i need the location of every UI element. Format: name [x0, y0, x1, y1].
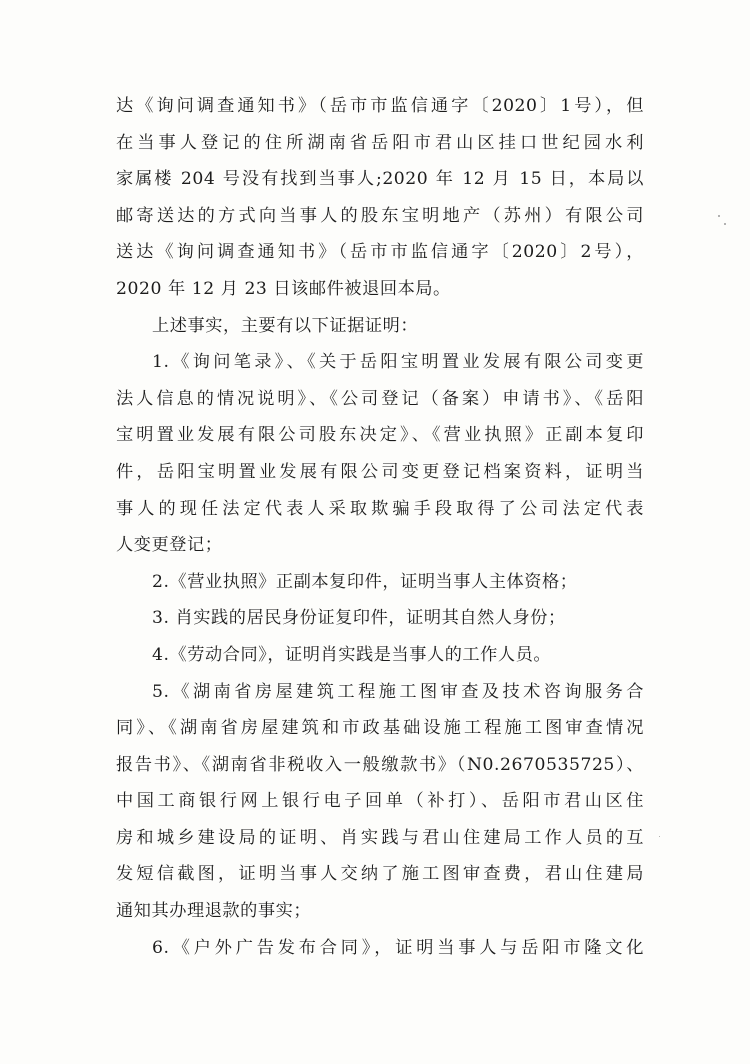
text-line: 宝明置业发展有限公司股东决定》、《营业执照》正副本复印	[116, 425, 644, 446]
text-line: 同》、《湖南省房屋建筑和市政基础设施工程施工图审查情况	[116, 718, 644, 739]
text-line: 上述事实，主要有以下证据证明：	[152, 315, 419, 336]
text-line: 发短信截图，证明当事人交纳了施工图审查费，君山住建局	[116, 864, 644, 885]
text-line: 4.《劳动合同》，证明肖实践是当事人的工作人员。	[152, 644, 552, 665]
text-line: 件，岳阳宝明置业发展有限公司变更登记档案资料，证明当	[116, 461, 644, 482]
text-line: 5.《湖南省房屋建筑工程施工图审查及技术咨询服务合	[152, 681, 644, 702]
text-line: 1.《询问笔录》、《关于岳阳宝明置业发展有限公司变更	[152, 352, 644, 373]
scan-speck	[724, 223, 726, 225]
text-line: 达《询问调查通知书》（岳市市监信通字〔2020〕1号），但	[116, 96, 644, 116]
text-line: 房和城乡建设局的证明、肖实践与君山住建局工作人员的互	[116, 827, 644, 848]
text-line: 法人信息的情况说明》、《公司登记（备案）申请书》、《岳阳	[116, 388, 644, 409]
scan-speck	[718, 215, 720, 217]
text-line: 送达《询问调查通知书》（岳市市监信通字〔2020〕2号），	[116, 242, 644, 263]
text-line: 人变更登记；	[116, 535, 223, 556]
text-line: 事人的现任法定代表人采取欺骗手段取得了公司法定代表	[116, 498, 644, 519]
text-line: 2.《营业执照》正副本复印件，证明当事人主体资格；	[152, 571, 578, 592]
document-body	[116, 88, 644, 966]
text-line: 邮寄送达的方式向当事人的股东宝明地产（苏州）有限公司	[116, 205, 644, 226]
text-line: 2020 年 12 月 23 日该邮件被退回本局。	[116, 278, 451, 299]
text-line: 3. 肖实践的居民身份证复印件，证明其自然人身份；	[152, 608, 566, 629]
text-line: 通知其办理退款的事实；	[116, 901, 312, 922]
text-line: 6.《户外广告发布合同》，证明当事人与岳阳市隆文化	[152, 937, 644, 958]
text-line: 报告书》、《湖南省非税收入一般缴款书》（N0.2670535725）、	[116, 754, 644, 775]
scan-speck	[659, 836, 660, 837]
text-line: 在当事人登记的住所湖南省岳阳市君山区挂口世纪园水利	[116, 132, 644, 153]
text-line: 家属楼 204 号没有找到当事人;2020 年 12 月 15 日，本局以	[116, 169, 644, 190]
text-line: 中国工商银行网上银行电子回单（补打）、岳阳市君山区住	[116, 791, 644, 812]
